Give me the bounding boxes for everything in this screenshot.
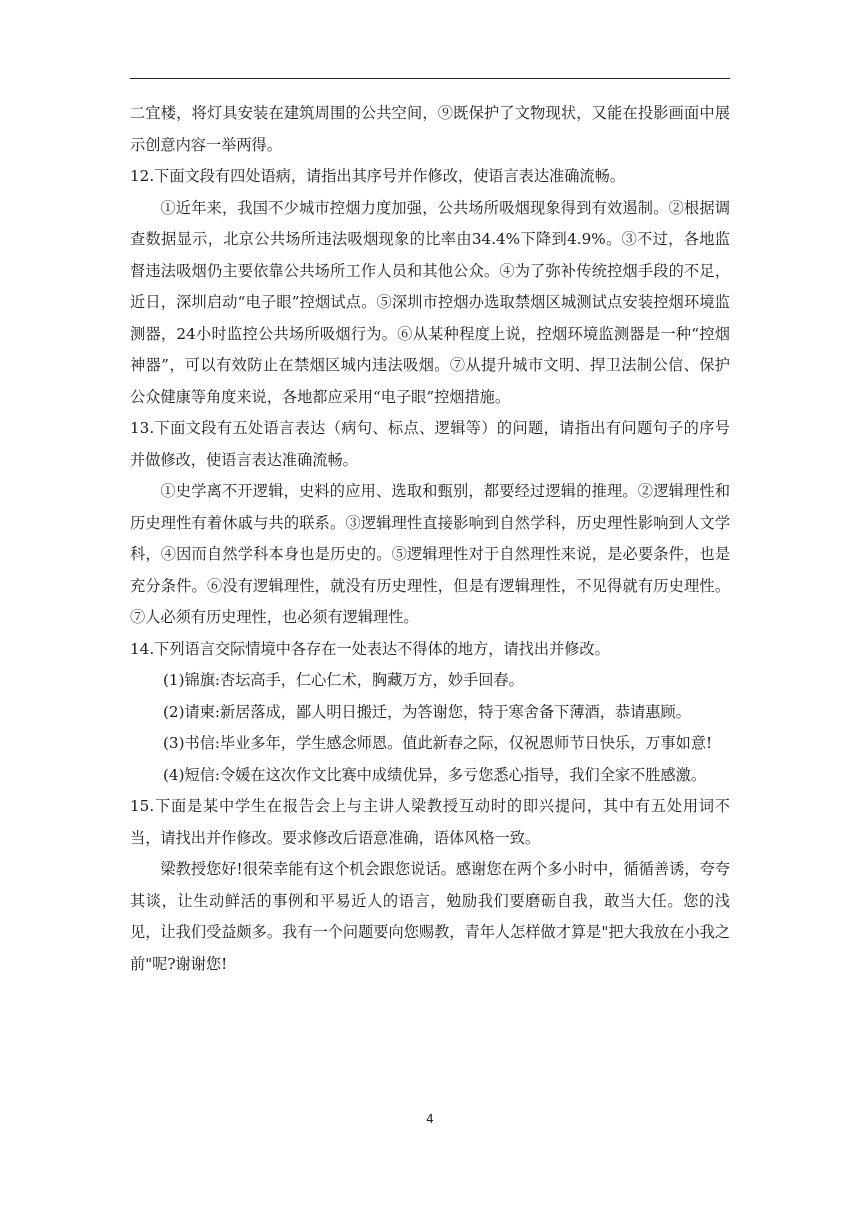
question-14-title: 14.下列语言交际情境中各存在一处表达不得体的地方，请找出并修改。 (130, 639, 610, 658)
continuation-paragraph: 二宜楼，将灯具安装在建筑周围的公共空间，⑨既保护了文物现状，又能在投影画面中展示创意内容一举两得。 (130, 104, 730, 154)
question-15-passage: 梁教授您好!很荣幸能有这个机会跟您说话。感谢您在两个多小时中，循循善诱，夸夸其谈，让生动鲜活的事例和平易近人的语言，勉励我们要磨砺自我，敢当大任。您的浅见，让我们受益颇多。我有一个问题要向您赐教，青年人怎样做才算是"把大我放在小我之前"呢?谢谢您! (130, 860, 730, 973)
question-14-item-3: (3)书信:毕业多年，学生感念师恩。值此新春之际，仅祝恩师节日快乐，万事如意! (163, 734, 713, 752)
page-number: 4 (426, 1112, 434, 1126)
question-12-title: 12.下面文段有四处语病，请指出其序号并作修改，使语言表达准确流畅。 (130, 167, 625, 185)
question-14-item-4: (4)短信:令媛在这次作文比赛中成绩优异，多亏您悉心指导，我们全家不胜感激。 (163, 765, 707, 784)
header-rule (130, 78, 730, 79)
question-13-title: 13.下面文段有五处语言表达（病句、标点、逻辑等）的问题，请指出有问题句子的序号并做修改，使语言表达准确流畅。 (130, 419, 730, 469)
question-13-passage: ①史学离不开逻辑，史料的应用、选取和甄别，都要经过逻辑的推理。②逻辑理性和历史理性有着休戚与共的联系。③逻辑理性直接影响到自然学科，历史理性影响到人文学科，④因而自然学科本身也是历史的。⑤逻辑理性对于自然理性来说，是必要条件，也是充分条件。⑥没有逻辑理性，就没有历史理性，但是有逻辑理性，不见得就有历史理性。⑦人必须有历史理性，也必须有逻辑理性。 (130, 482, 730, 626)
question-15-title: 15.下面是某中学生在报告会上与主讲人梁教授互动时的即兴提问，其中有五处用词不当，请找出并作修改。要求修改后语意准确，语体风格一致。 (130, 797, 730, 847)
question-14-item-2: (2)请柬:新居落成，鄙人明日搬迁，为答谢您，特于寒舍备下薄酒，恭请惠顾。 (163, 702, 691, 721)
question-14-item-1: (1)锦旗:杏坛高手，仁心仁术，胸藏万方，妙手回春。 (163, 671, 524, 689)
document-body (130, 98, 730, 980)
question-12-passage: ①近年来，我国不少城市控烟力度加强，公共场所吸烟现象得到有效遏制。②根据调查数据显示，北京公共场所违法吸烟现象的比率由34.4%下降到4.9%。③不过，各地监督违法吸烟仍主要依靠公共场所工作人员和其他公众。④为了弥补传统控烟手段的不足，近日，深圳启动“电子眼”控烟试点。⑤深圳市控烟办选取禁烟区城测试点安装控烟环境监测器，24小时监控公共场所吸烟行为。⑥从某种程度上说，控烟环境监测器是一种“控烟神器”，可以有效防止在禁烟区城内违法吸烟。⑦从提升城市文明、捍卫法制公信、保护公众健康等角度来说，各地都应采用“电子眼”控烟措施。 (130, 198, 730, 406)
